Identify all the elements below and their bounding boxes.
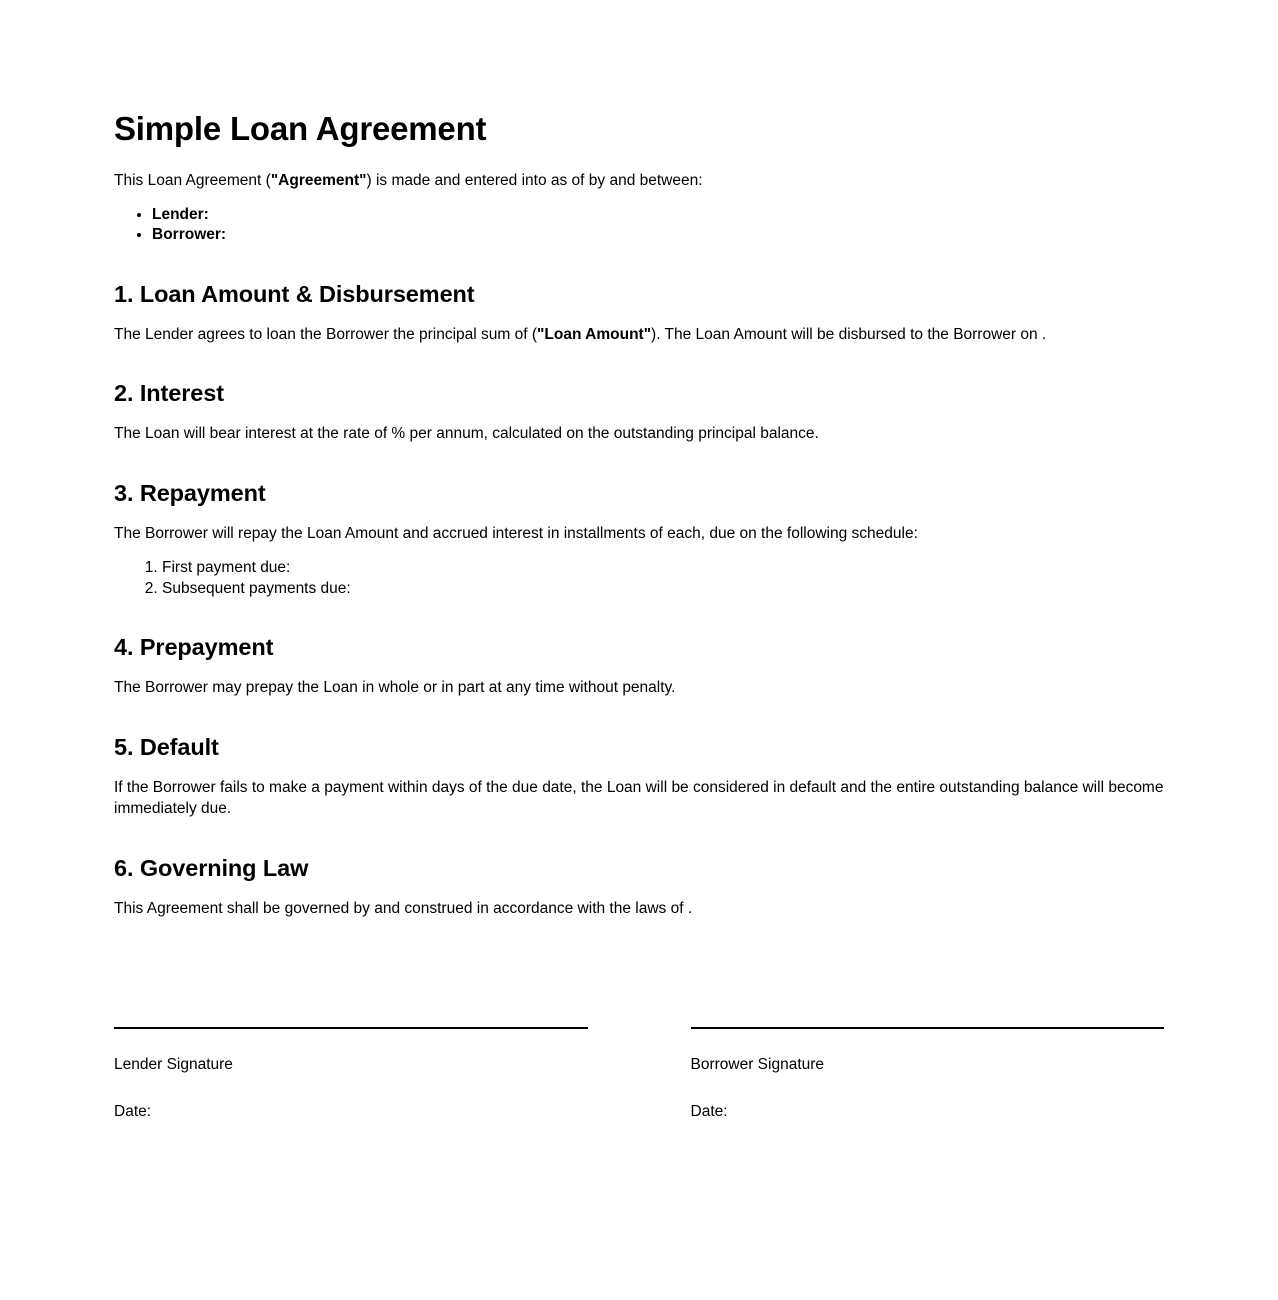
list-item: • Lender: [152, 205, 1164, 225]
section-heading-prepayment: 4. Prepayment [114, 634, 274, 661]
borrower-signature-line [691, 1027, 1165, 1029]
lender-signature-column [114, 1027, 588, 1122]
page-title: Simple Loan Agreement [114, 110, 487, 147]
intro-text-before: This Loan Agreement ( [114, 171, 271, 189]
loan-amount-text-before: The Lender agrees to loan the Borrower the principal sum of ( [114, 325, 538, 343]
lender-signature-line [114, 1027, 588, 1029]
list-item: 1. First payment due: [162, 558, 1164, 578]
lender-signature-label: Lender Signature [114, 1056, 233, 1074]
loan-amount-defined-term: "Loan Amount" [537, 325, 652, 343]
list-item: 2. Subsequent payments due: [162, 579, 1164, 599]
borrower-signature-column [691, 1027, 1165, 1122]
section-body-prepayment: The Borrower may prepay the Loan in whole or in part at any time without penalty. [114, 679, 676, 697]
intro-text-after: ) is made and entered into as of by and between: [366, 171, 703, 189]
section-body-loan-amount [114, 324, 1164, 345]
borrower-date-label: Date: [690, 1103, 728, 1121]
signature-block [114, 1027, 1164, 1122]
section-body-repayment: The Borrower will repay the Loan Amount and accrued interest in installments of each, due on the following schedule: [114, 524, 918, 542]
section-heading-governing-law: 6. Governing Law [114, 854, 309, 881]
agreement-defined-term: "Agreement" [270, 171, 367, 189]
lender-date-label: Date: [114, 1103, 152, 1121]
section-heading-default: 5. Default [114, 733, 219, 760]
loan-amount-text-after: ). The Loan Amount will be disbursed to the Borrower on . [651, 325, 1047, 343]
section-heading-loan-amount: 1. Loan Amount & Disbursement [114, 280, 475, 307]
list-item: • Borrower: [152, 225, 1164, 245]
section-body-governing-law: This Agreement shall be governed by and construed in accordance with the laws of . [114, 899, 693, 917]
intro-paragraph [114, 170, 1164, 191]
party-list [114, 205, 1164, 245]
section-heading-repayment: 3. Repayment [114, 479, 266, 506]
repayment-schedule-list [114, 558, 1164, 599]
section-body-interest: The Loan will bear interest at the rate of % per annum, calculated on the outstanding principal balance. [114, 425, 819, 443]
section-heading-interest: 2. Interest [114, 380, 224, 407]
borrower-signature-label: Borrower Signature [690, 1056, 825, 1074]
section-body-default: If the Borrower fails to make a payment within days of the due date, the Loan will be considered in default and the entire outstanding balance will become immediately due. [114, 778, 1164, 818]
